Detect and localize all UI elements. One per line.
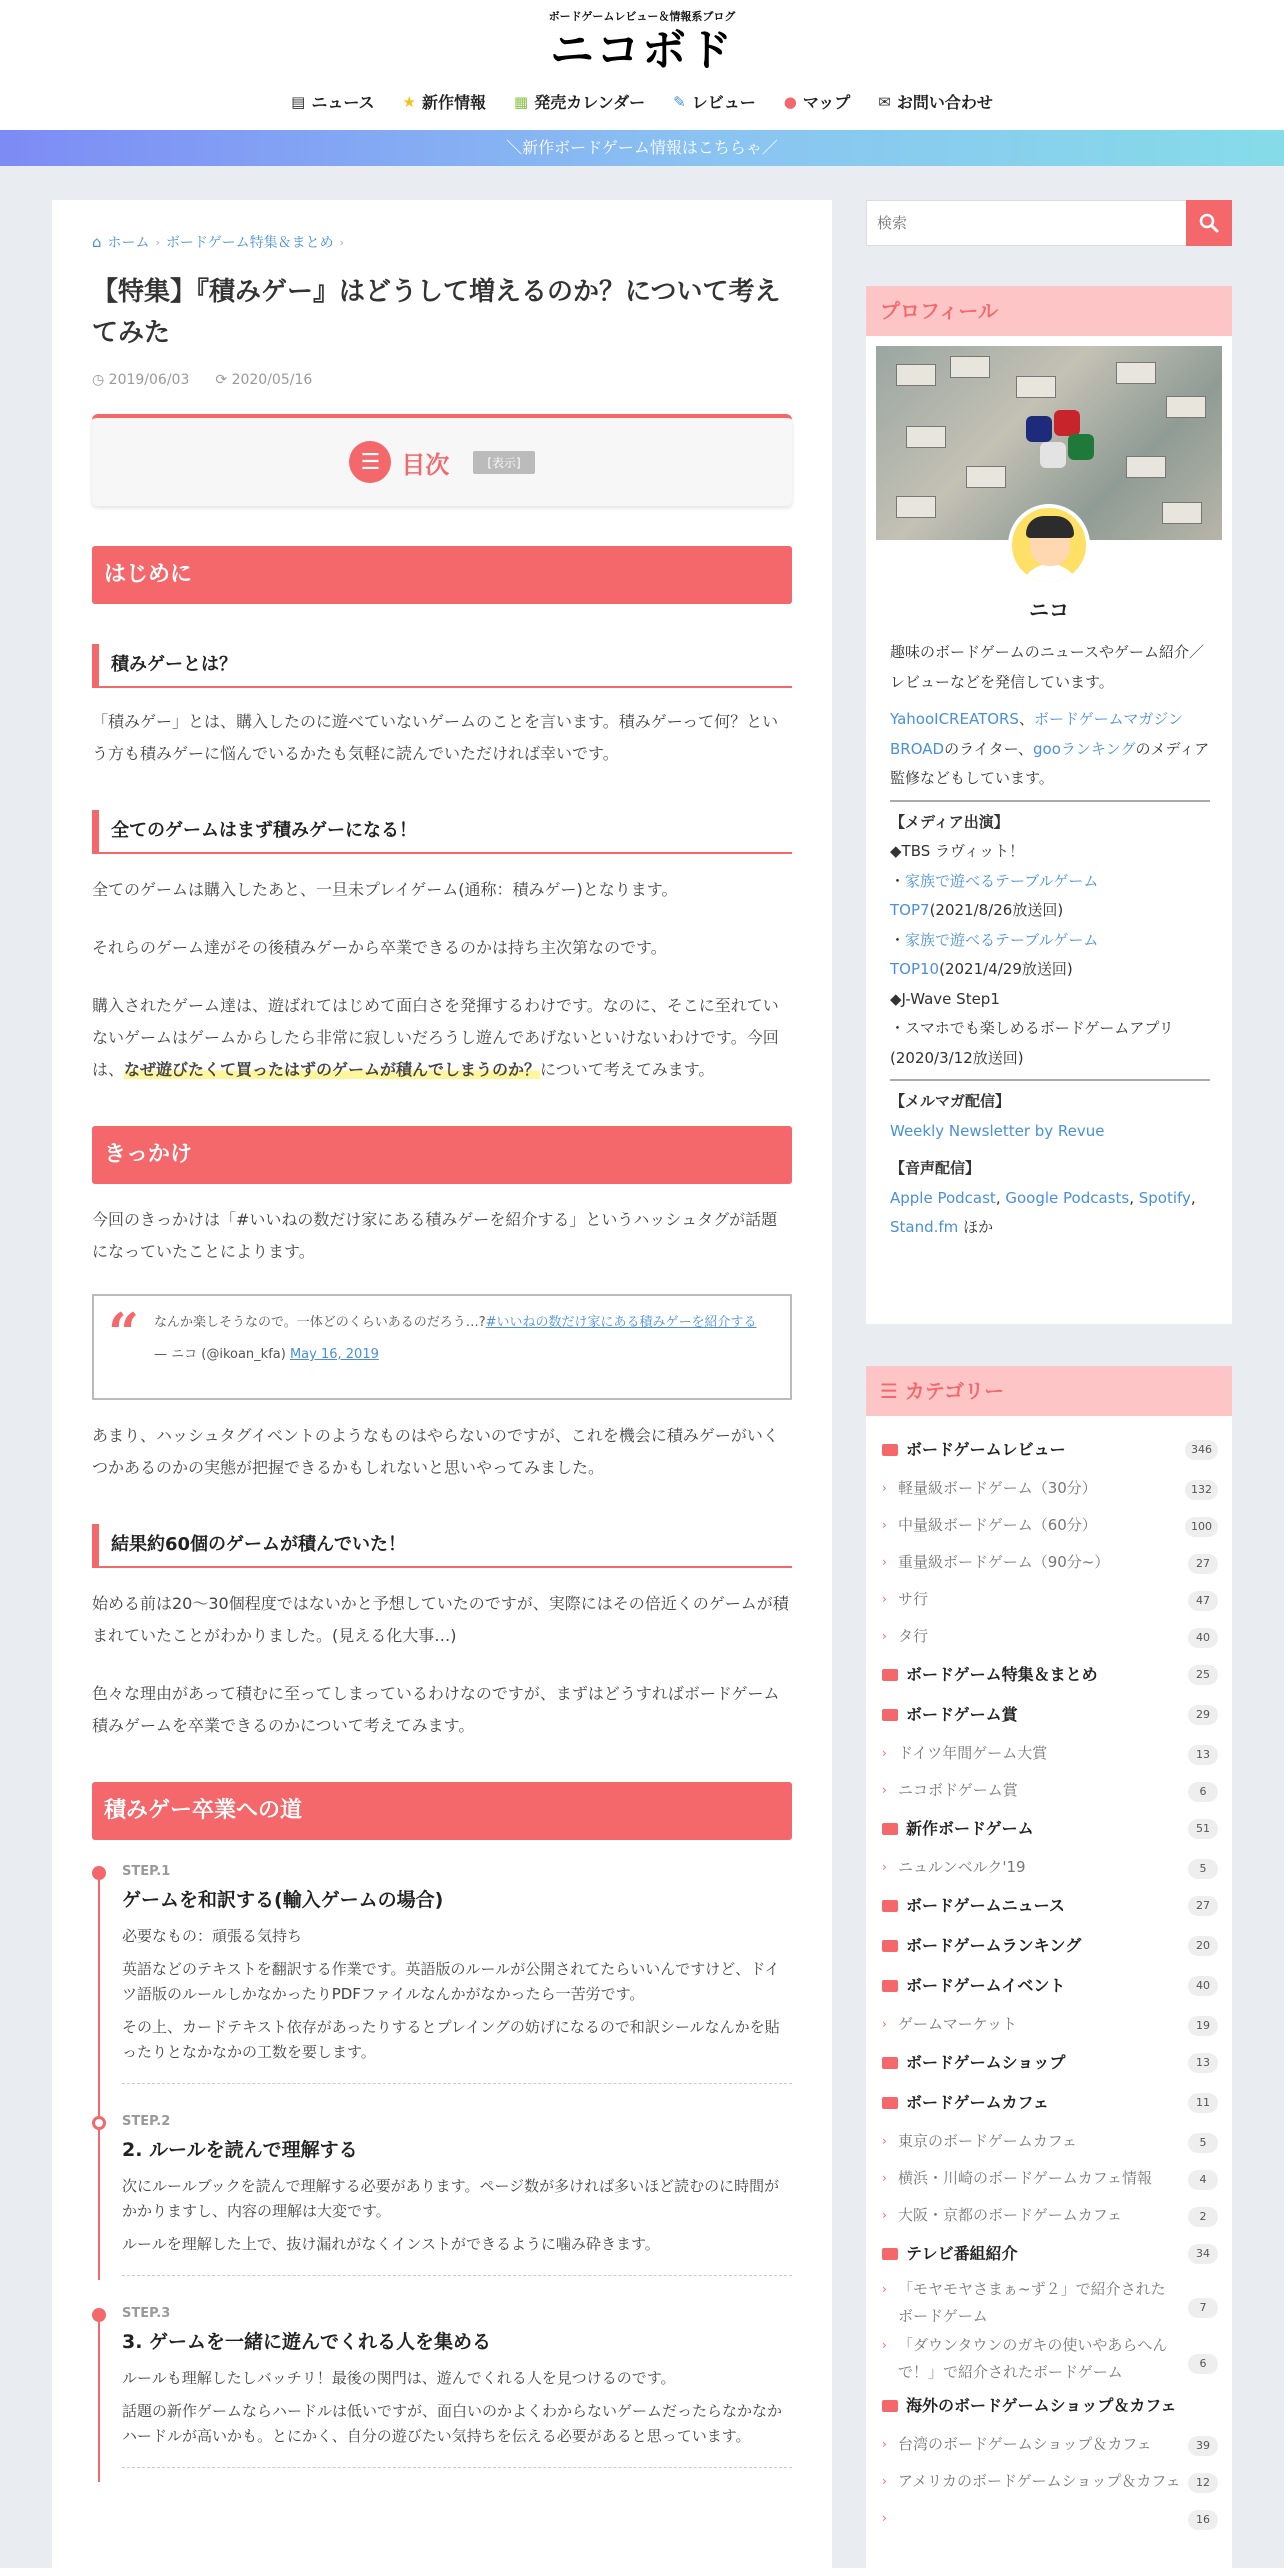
category-label: 大阪・京都のボードゲームカフェ <box>898 2206 1122 2224</box>
updated-date: 2020/05/16 <box>231 372 313 388</box>
step-dot <box>92 2116 106 2130</box>
folder-icon <box>882 1444 898 1456</box>
category-label: 新作ボードゲーム <box>906 1819 1034 1838</box>
paragraph: 色々な理由があって積むに至ってしまっているわけなのですが、まずはどうすればボードゲーム積みゲームを卒業できるのかについて考えてみます。 <box>92 1684 780 1735</box>
subcategory-item[interactable] <box>882 1544 1218 1581</box>
star-icon: ★ <box>402 92 416 111</box>
category-count-badge: 7 <box>1188 2298 1218 2318</box>
nav-item[interactable] <box>673 90 756 113</box>
subcategory-item[interactable] <box>882 2330 1218 2386</box>
new-games-banner[interactable]: ＼新作ボードゲーム情報はこちらゃ／ <box>0 130 1284 166</box>
profile-widget-title: プロフィール <box>866 286 1232 336</box>
category-count-badge: 51 <box>1188 1819 1218 1839</box>
category-label: 重量級ボードゲーム（90分~） <box>898 1553 1110 1571</box>
breadcrumb <box>92 230 792 254</box>
heading-intro: はじめに <box>92 546 792 604</box>
chevron-right-icon: › <box>882 1629 887 1643</box>
profile-name: ニコ <box>1029 598 1069 622</box>
chevron-right-icon: › <box>882 2338 887 2352</box>
category-count-badge: 34 <box>1188 2244 1218 2264</box>
subcategory-item[interactable] <box>882 2123 1218 2160</box>
subcategory-item[interactable] <box>882 2160 1218 2197</box>
embedded-tweet: “ なんか楽しそうなので。一体どのくらいあるのだろう…?#いいねの数だけ家にある積みゲーを紹介する — ニコ (@ikoan_kfa) May 16, 2019 <box>92 1294 792 1400</box>
category-label: ボードゲームイベント <box>906 1976 1066 1995</box>
category-label: ボードゲームショップ <box>906 2053 1066 2072</box>
pencil-icon: ✎ <box>673 92 686 111</box>
step-list <box>92 1860 792 2468</box>
chevron-right-icon: › <box>882 1860 887 1874</box>
folder-icon <box>882 1900 898 1912</box>
quote-icon: “ <box>108 1301 140 1365</box>
nav-item-label: マップ <box>802 93 851 112</box>
folder-icon <box>882 1980 898 1992</box>
nav-item-label: 発売カレンダー <box>534 93 646 112</box>
category-widget-title: ☰ カテゴリー <box>866 1366 1232 1416</box>
category-label: 「ダウンタウンのガキの使いやあらへんで！」で紹介されたボードゲーム <box>898 2336 1168 2381</box>
category-count-badge: 27 <box>1188 1554 1218 1574</box>
avatar <box>1008 504 1090 586</box>
paragraph: あまり、ハッシュタグイベントのようなものはやらないのですが、これを機会に積みゲーがいくつかあるのかの実態が把握できるかもしれないと思いやってみました。 <box>92 1426 779 1477</box>
heading-what-is-tsumige: 積みゲーとは？ <box>92 644 792 688</box>
category-count-badge: 132 <box>1185 1480 1218 1500</box>
map-pin-icon: ● <box>783 92 797 111</box>
step-dot <box>92 1866 106 1880</box>
hashtag-link[interactable]: #いいねの数だけ家にある積みゲーを紹介する <box>485 1315 757 1330</box>
highlight-text: なぜ遊びたくて買ったはずのゲームが積んでしまうのか？ <box>124 1060 541 1079</box>
category-count-badge: 4 <box>1188 2170 1218 2190</box>
media-link[interactable]: 家族で遊べるテーブルゲーム TOP7 <box>890 871 1099 919</box>
site-logo[interactable]: ニコボド <box>550 25 734 76</box>
goo-ranking-link[interactable]: gooランキング <box>1033 739 1136 758</box>
folder-icon <box>882 2248 898 2260</box>
category-count-badge: 20 <box>1188 1936 1218 1956</box>
category-item[interactable] <box>882 2083 1218 2123</box>
nav-item[interactable] <box>784 90 850 113</box>
mail-icon: ✉ <box>878 92 891 111</box>
category-count-badge: 47 <box>1188 1591 1218 1611</box>
breadcrumb-home[interactable]: ホーム <box>107 235 150 251</box>
category-label: 「モヤモヤさまぁ~ず２」で紹介されたボードゲーム <box>898 2280 1166 2325</box>
category-count-badge: 346 <box>1185 1440 1218 1460</box>
folder-icon <box>882 2097 898 2109</box>
nav-item[interactable] <box>878 90 993 113</box>
newsletter-link[interactable]: Weekly Newsletter by Revue <box>890 1121 1105 1140</box>
toc-toggle-button[interactable]: [表示] <box>473 451 534 474</box>
category-label: ボードゲームランキング <box>906 1936 1082 1955</box>
category-label: ボードゲームニュース <box>906 1896 1065 1915</box>
paragraph: 今回のきっかけは「#いいねの数だけ家にある積みゲーを紹介する」というハッシュタグが話題になっていたことによります。 <box>92 1210 778 1261</box>
post-dates <box>92 372 792 392</box>
nav-item[interactable] <box>514 90 645 113</box>
category-item[interactable] <box>882 1926 1218 1966</box>
chevron-right-icon: › <box>882 2171 887 2185</box>
category-label: ゲームマーケット <box>898 2015 1017 2033</box>
nav-item[interactable] <box>403 90 486 113</box>
category-label: テレビ番組紹介 <box>906 2244 1018 2263</box>
step-dot <box>92 2308 106 2322</box>
subcategory-item[interactable] <box>882 2006 1218 2043</box>
list-icon: ☰ <box>880 1379 898 1403</box>
subcategory-item[interactable] <box>882 2426 1218 2463</box>
category-label: アメリカのボードゲームショップ＆カフェ <box>898 2472 1181 2490</box>
search-input[interactable] <box>867 201 1187 245</box>
published-date: 2019/06/03 <box>108 372 190 388</box>
category-label: ボードゲーム賞 <box>906 1705 1018 1724</box>
search-icon <box>1199 213 1219 233</box>
subcategory-item[interactable] <box>882 2274 1218 2330</box>
nav-item-label: ニュース <box>311 93 375 112</box>
apple-podcast-link[interactable]: Apple Podcast <box>890 1188 996 1207</box>
chevron-right-icon: › <box>882 2511 887 2525</box>
folder-icon <box>882 1709 898 1721</box>
category-count-badge: 13 <box>1188 2053 1218 2073</box>
step-item: STEP.1 ゲームを和訳する(輸入ゲームの場合) 必要なもの：頑張る気持ち 英語などのテキストを翻訳する作業です。英語版のルールが公開されてたらいいんですけど、ドイツ語版のルールしかなかったりPDFファイルなんかがなかったら一苦労です。 その上、カードテキスト依存があったりするとプレイングの妨げになるので和訳シールなんかを貼ったりとなかなかの工数を要します。 <box>92 1860 792 2084</box>
category-list <box>866 1416 1232 2537</box>
heading-road-to-graduation: 積みゲー卒業への道 <box>92 1782 792 1840</box>
subcategory-item[interactable] <box>882 2500 1218 2537</box>
yahoo-creators-link[interactable]: YahooICREATORS <box>890 710 1019 728</box>
paragraph: 始める前は20〜30個程度ではないかと予想していたのですが、実際にはその倍近くのゲームが積まれていたことがわかりました。(見える化大事…) <box>92 1594 789 1645</box>
category-item[interactable] <box>882 2043 1218 2083</box>
site-tagline: ボードゲームレビュー＆情報系ブログ <box>548 10 736 23</box>
refresh-icon: ⟳ <box>215 372 228 388</box>
paragraph: それらのゲーム達がその後積みゲーから卒業できるのかは持ち主次第なのです。 <box>92 938 667 957</box>
category-count-badge: 5 <box>1188 1859 1218 1879</box>
category-label: 東京のボードゲームカフェ <box>898 2132 1077 2150</box>
category-count-badge: 6 <box>1188 2354 1218 2374</box>
home-icon: ⌂ <box>92 233 102 251</box>
category-count-badge: 40 <box>1188 1628 1218 1648</box>
heading-all-games: 全てのゲームはまず積みゲーになる！ <box>92 810 792 854</box>
category-item[interactable] <box>882 1966 1218 2006</box>
breadcrumb-category[interactable]: ボードゲーム特集＆まとめ <box>165 235 334 251</box>
paragraph: 購入されたゲーム達は、遊ばれてはじめて面白さを発揮するわけです。なのに、そこに至れていないゲームはゲームからしたら非常に寂しいだろうし遊んであげないといけないわけです。今回は、なぜ遊びたくて買ったはずのゲームが積んでしまうのか？について考えてみます。 <box>92 996 779 1079</box>
nav-item-label: レビュー <box>691 93 756 112</box>
heading-result: 結果約60個のゲームが積んでいた！ <box>92 1524 792 1568</box>
category-item[interactable] <box>882 1430 1218 1470</box>
folder-icon <box>882 1823 898 1835</box>
category-label: 海外のボードゲームショップ＆カフェ <box>906 2396 1177 2415</box>
category-count-badge: 27 <box>1188 1896 1218 1916</box>
nav-item-label: 新作情報 <box>422 93 487 112</box>
category-widget <box>866 1366 1232 2568</box>
subcategory-item[interactable] <box>882 1618 1218 1655</box>
category-count-badge: 19 <box>1188 2016 1218 2036</box>
site-header <box>0 0 1284 130</box>
category-item[interactable] <box>882 2386 1218 2426</box>
category-label: ボードゲーム特集＆まとめ <box>906 1665 1098 1684</box>
subcategory-item[interactable] <box>882 1470 1218 1507</box>
paragraph: 全てのゲームは購入したあと、一旦未プレイゲーム(通称：積みゲー)となります。 <box>92 880 678 899</box>
profile-body: 趣味のボードゲームのニュースやゲーム紹介／レビューなどを発信しています。 YahooICREATORS、ボードゲームマガジン BROADのライター、gooランキングのメディア監修などもしています。 【メディア出演】 ◆TBS ラヴィット！ ・家族で遊べるテーブルゲーム TOP7(2021/8/26放送回) ・家族で遊べるテーブルゲーム TOP10(2021/4/29放送回) ◆J-Wave Step1 ・スマホでも楽しめるボードゲームアプリ (2020/3/12放送回) 【メルマガ配信】 Weekly Newsletter by Revue 【音声配信】 Apple Podcast, Google Podcasts, Spotify, Stand.fm ほか <box>890 643 1210 1236</box>
step-item: STEP.2 2. ルールを読んで理解する 次にルールブックを読んで理解する必要があります。ページ数が多ければ多いほど読むのに時間がかかりますし、内容の理解は大変です。 ルールを理解した上で、抜け漏れがなくインストができるように噛み砕きます。 <box>92 2110 792 2276</box>
list-icon: ☰ <box>349 441 391 483</box>
category-label: 軽量級ボードゲーム（30分） <box>898 1479 1097 1497</box>
category-label: ニコボドゲーム賞 <box>898 1781 1018 1799</box>
chevron-right-icon: › <box>882 1555 887 1569</box>
category-count-badge: 5 <box>1188 2133 1218 2153</box>
subcategory-item[interactable] <box>882 2197 1218 2234</box>
article-title: 【特集】『積みゲー』はどうして増えるのか？について考えてみた <box>92 277 781 348</box>
category-count-badge: 40 <box>1188 1976 1218 1996</box>
category-count-badge: 12 <box>1188 2473 1218 2493</box>
chevron-right-icon: › <box>882 2134 887 2148</box>
search-button[interactable] <box>1186 200 1232 246</box>
google-podcasts-link[interactable]: Google Podcasts <box>1005 1188 1130 1207</box>
folder-icon <box>882 2400 898 2412</box>
search-box <box>866 200 1232 246</box>
article-card <box>52 200 832 2568</box>
category-item[interactable] <box>882 1655 1218 1695</box>
calendar-icon: ▦ <box>514 92 529 111</box>
category-count-badge: 11 <box>1188 2093 1218 2113</box>
category-count-badge: 39 <box>1188 2436 1218 2456</box>
chevron-right-icon: › <box>882 2017 887 2031</box>
category-label: ボードゲームレビュー <box>906 1440 1066 1459</box>
category-count-badge: 6 <box>1188 1782 1218 1802</box>
chevron-right-icon: › <box>882 1783 887 1797</box>
category-count-badge: 25 <box>1188 1665 1218 1685</box>
folder-icon <box>882 1940 898 1952</box>
toc-title: 目次 <box>401 450 450 479</box>
chevron-right-icon: › <box>339 235 345 249</box>
chevron-right-icon: › <box>882 2282 887 2296</box>
nav-item-label: お問い合わせ <box>896 93 993 112</box>
category-item[interactable] <box>882 1886 1218 1926</box>
clock-icon: ◷ <box>92 372 105 388</box>
heading-trigger: きっかけ <box>92 1126 792 1184</box>
chevron-right-icon: › <box>155 235 160 249</box>
newspaper-icon: ▤ <box>291 92 306 111</box>
chevron-right-icon: › <box>882 1746 887 1760</box>
chevron-right-icon: › <box>882 1592 887 1606</box>
chevron-right-icon: › <box>882 1481 887 1495</box>
paragraph: 「積みゲー」とは、購入したのに遊べていないゲームのことを言います。積みゲーって何？という方も積みゲーに悩んでいるかたも気軽に読んでいただければ幸いです。 <box>92 712 779 763</box>
subcategory-item[interactable] <box>882 1581 1218 1618</box>
category-count-badge: 16 <box>1188 2510 1218 2530</box>
category-label: ドイツ年間ゲーム大賞 <box>898 1744 1048 1762</box>
tweet-date-link[interactable]: May 16, 2019 <box>289 1347 379 1362</box>
subcategory-item[interactable] <box>882 1507 1218 1544</box>
chevron-right-icon: › <box>882 2474 887 2488</box>
profile-widget <box>866 286 1232 1324</box>
chevron-right-icon: › <box>882 1518 887 1532</box>
category-count-badge: 29 <box>1188 1705 1218 1725</box>
category-label: 台湾のボードゲームショップ＆カフェ <box>898 2435 1152 2453</box>
nav-item[interactable] <box>291 90 374 113</box>
category-count-badge: 100 <box>1185 1517 1218 1537</box>
spotify-link[interactable]: Spotify <box>1138 1188 1191 1207</box>
category-label: ニュルンベルク'19 <box>898 1858 1026 1876</box>
subcategory-item[interactable] <box>882 1772 1218 1809</box>
chevron-right-icon: › <box>882 2437 887 2451</box>
broad-link[interactable]: ボードゲームマガジン BROAD <box>890 710 1184 758</box>
category-item[interactable] <box>882 1695 1218 1735</box>
folder-icon <box>882 1669 898 1681</box>
category-item[interactable] <box>882 2234 1218 2274</box>
category-item[interactable] <box>882 1809 1218 1849</box>
folder-icon <box>882 2057 898 2069</box>
media-link[interactable]: 家族で遊べるテーブルゲーム TOP10 <box>890 930 1099 978</box>
category-label: 中量級ボードゲーム（60分） <box>898 1516 1097 1534</box>
global-nav <box>0 90 1284 113</box>
category-count-badge: 13 <box>1188 1745 1218 1765</box>
chevron-right-icon: › <box>882 2208 887 2222</box>
subcategory-item[interactable] <box>882 1735 1218 1772</box>
step-item: STEP.3 3. ゲームを一緒に遊んでくれる人を集める ルールも理解したしバッチリ！最後の関門は、遊んでくれる人を見つけるのです。 話題の新作ゲームならハードルは低いですが、面白いのかよくわからないゲームだったらなかなかハードルが高いかも。とにかく、自分の遊びたい気持ちを伝える必要があると思っています。 <box>92 2302 792 2468</box>
category-label: ボードゲームカフェ <box>906 2093 1049 2112</box>
category-label: サ行 <box>898 1590 929 1608</box>
table-of-contents <box>92 414 792 506</box>
subcategory-item[interactable] <box>882 1849 1218 1886</box>
category-count-badge: 2 <box>1188 2207 1218 2227</box>
subcategory-item[interactable] <box>882 2463 1218 2500</box>
category-label: タ行 <box>898 1627 929 1645</box>
standfm-link[interactable]: Stand.fm <box>890 1218 959 1236</box>
category-label: 横浜・川崎のボードゲームカフェ情報 <box>898 2169 1152 2187</box>
